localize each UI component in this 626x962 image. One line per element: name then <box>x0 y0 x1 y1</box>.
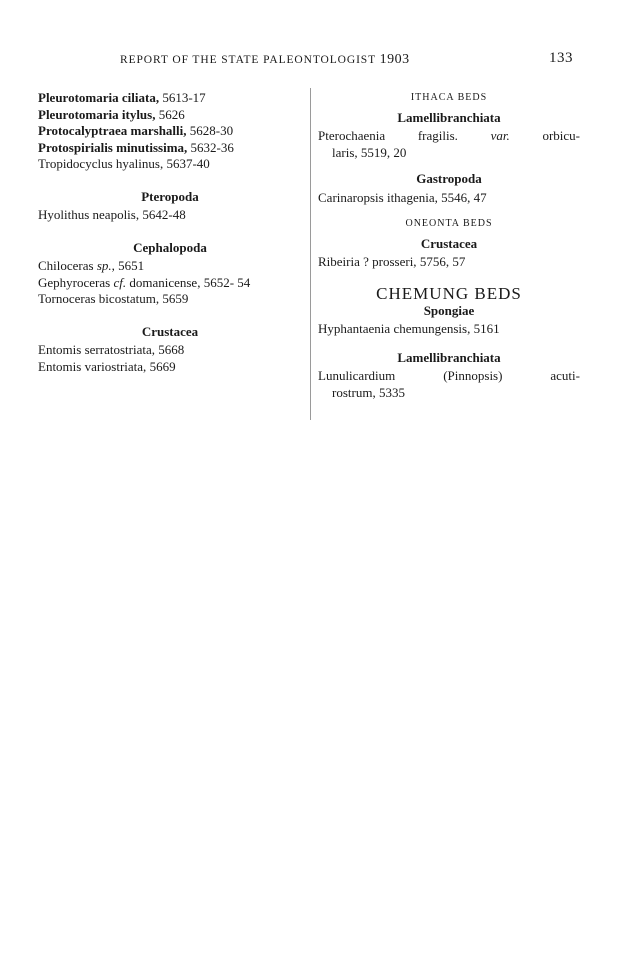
species-name: Hyolithus neapolis, <box>38 207 140 222</box>
species-name: Entomis variostriata, <box>38 358 147 374</box>
species-entry <box>38 207 302 224</box>
species-name: Pterochaenia fragilis. <box>318 128 458 143</box>
page-header <box>0 50 626 70</box>
species-entry <box>38 90 302 107</box>
species-entry-line <box>318 128 580 145</box>
section-heading-pteropoda: Pteropoda <box>141 188 199 204</box>
section-heading-spongiae: Spongiae <box>423 302 475 318</box>
specimen-ref: 5613-17 <box>162 90 206 105</box>
specimen-ref: 5637-40 <box>166 156 210 171</box>
species-name: Gephyroceras <box>38 274 111 290</box>
formation-heading-ithaca: ITHACA BEDS <box>410 92 488 103</box>
species-entry <box>318 190 580 207</box>
column-divider <box>310 88 311 420</box>
section-heading-cephalopoda: Cephalopoda <box>133 239 207 255</box>
specimen-ref: 5651 <box>118 258 145 273</box>
species-entry <box>38 275 302 292</box>
species-entry <box>318 254 580 271</box>
specimen-ref: 5628-30 <box>189 123 234 138</box>
species-entry <box>38 291 302 308</box>
species-entry <box>38 156 302 173</box>
formation-heading-oneonta: ONEONTA BEDS <box>405 218 493 229</box>
species-variety-marker: var. <box>490 128 510 143</box>
section-heading-lamellibranchiata: Lamellibranchiata <box>397 349 501 365</box>
species-entry-line: Lunulicardium (Pinnopsis) acuti- <box>318 368 580 383</box>
species-name: Ribeiria ? prosseri, <box>318 254 417 269</box>
section-heading-crustacea: Crustacea <box>141 323 199 339</box>
section-heading-crustacea: Crustacea <box>420 235 478 251</box>
specimen-ref: 5652- <box>203 274 235 290</box>
specimen-ref: 5626 <box>158 106 185 122</box>
species-name: Entomis serratostriata, <box>38 342 155 357</box>
specimen-ref: 5659 <box>162 291 189 306</box>
left-column <box>38 90 302 375</box>
species-name: Chiloceras <box>38 258 94 273</box>
running-year: 1903 <box>379 52 410 67</box>
running-title: REPORT OF THE STATE PALEONTOLOGIST <box>120 54 376 66</box>
species-entry-line: rostrum, 5335 <box>332 384 405 400</box>
species-qualifier: sp., <box>96 258 115 273</box>
species-entry <box>38 107 302 124</box>
specimen-ref: 5632-36 <box>190 139 234 155</box>
specimen-ref: 5161 <box>473 321 500 336</box>
formation-heading-chemung: CHEMUNG BEDS <box>376 283 522 303</box>
species-entry <box>38 123 302 140</box>
species-variety-name: orbicu- <box>542 128 580 143</box>
specimen-ref: 5546, 47 <box>441 189 487 205</box>
specimen-ref: 5756, 57 <box>419 254 466 269</box>
species-entry <box>318 321 580 338</box>
species-entry <box>38 140 302 157</box>
running-head <box>120 52 410 68</box>
species-entry <box>38 359 302 376</box>
specimen-ref: 5669 <box>149 358 176 374</box>
species-name: Carinaropsis ithagenia, <box>318 189 438 205</box>
right-column <box>318 90 580 401</box>
species-name: Tornoceras bicostatum, <box>38 291 160 306</box>
page-number: 133 <box>549 50 573 66</box>
species-name: Protocalyptraea marshalli, <box>38 123 187 138</box>
specimen-ref: 5642-48 <box>142 207 186 222</box>
species-name: Pleurotomaria ciliata, <box>38 90 160 105</box>
species-name: Protospirialis minutissima, <box>38 139 188 155</box>
species-name: Hyphantaenia chemungensis, <box>318 321 471 336</box>
species-name: Pleurotomaria itylus, <box>38 106 156 122</box>
specimen-ref-cont: 54 <box>237 274 251 290</box>
section-heading-lamellibranchiata: Lamellibranchiata <box>397 109 501 125</box>
species-qualifier: cf. <box>113 274 127 290</box>
section-heading-gastropoda: Gastropoda <box>416 171 482 186</box>
species-epithet: domanicense, <box>129 274 201 290</box>
species-name: Tropidocyclus hyalinus, <box>38 156 164 171</box>
species-entry-line: laris, 5519, 20 <box>332 144 407 160</box>
specimen-ref: 5668 <box>158 342 185 357</box>
species-entry <box>38 342 302 359</box>
species-entry <box>38 258 302 275</box>
